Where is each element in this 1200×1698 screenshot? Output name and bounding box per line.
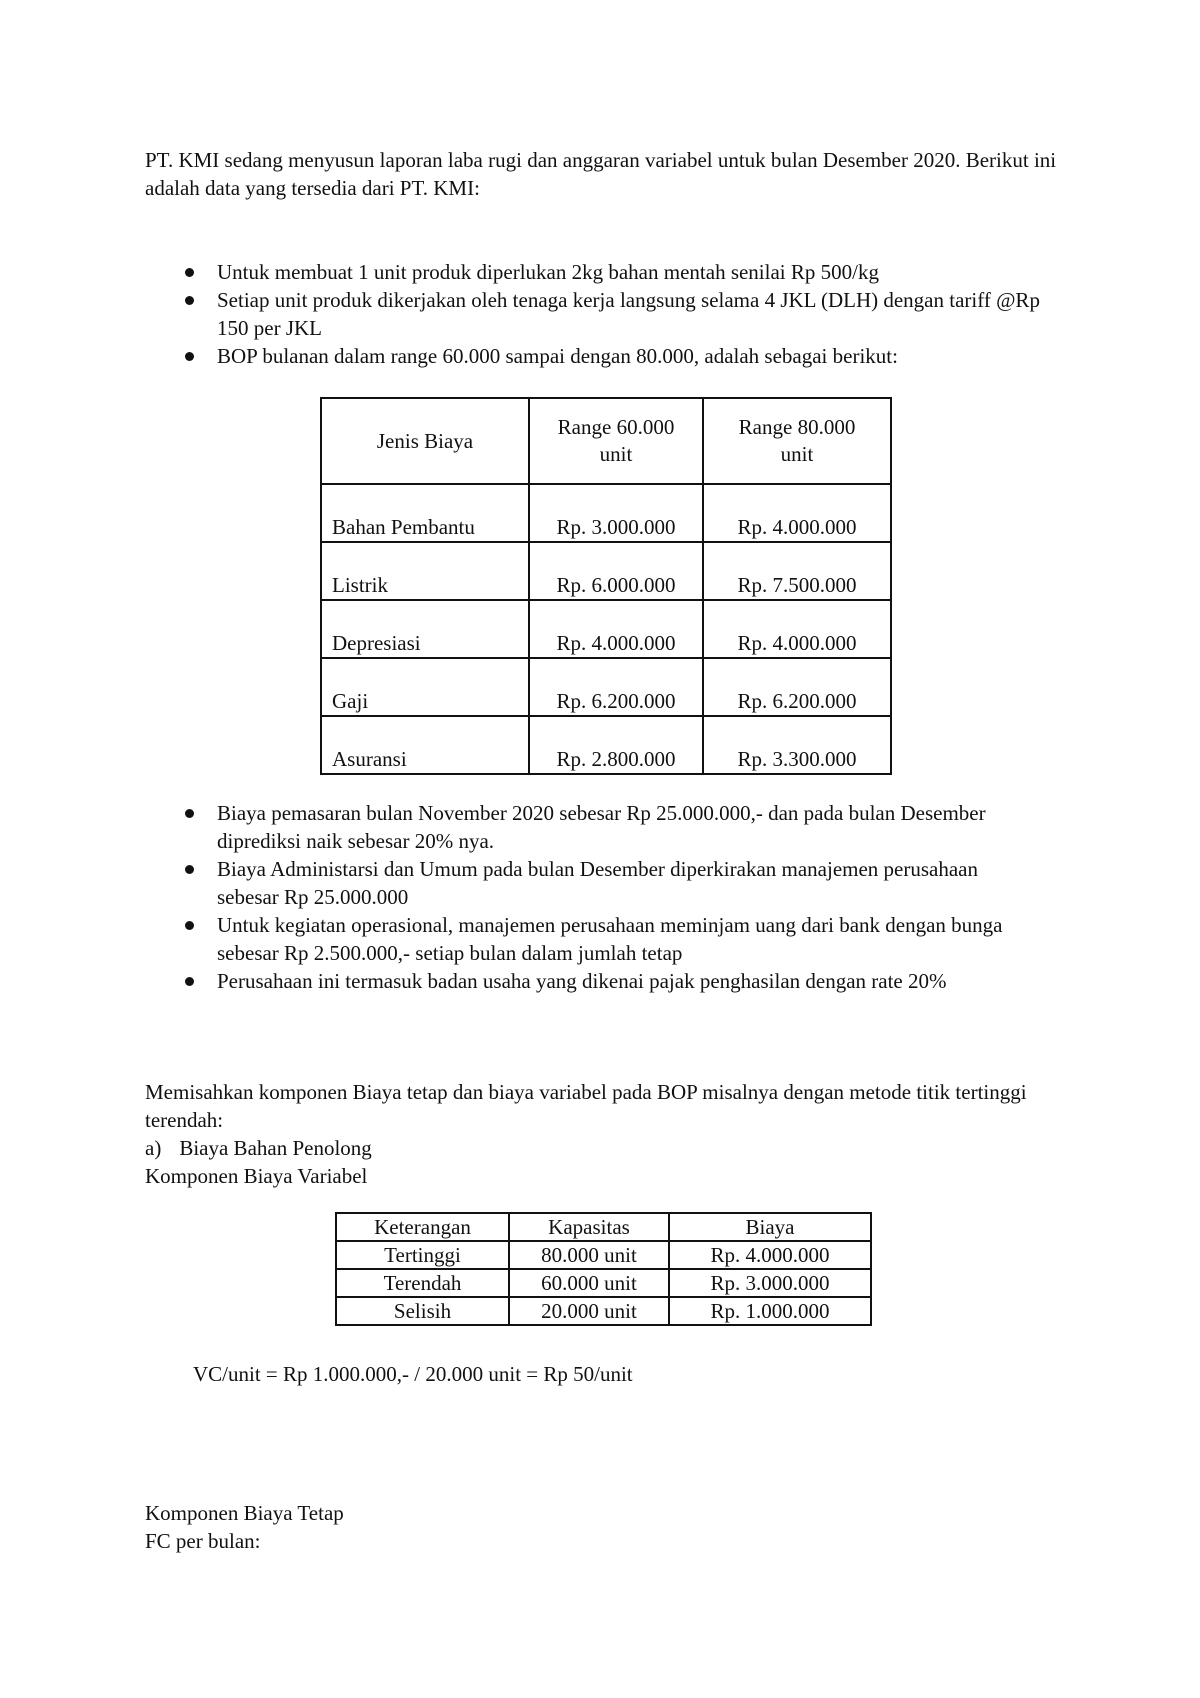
method-paragraph: Memisahkan komponen Biaya tetap dan biaya variabel pada BOP misalnya dengan metode titik tertinggi terendah: [145,1080,1027,1132]
table-row [321,484,891,542]
table-cell: Asuransi [321,716,529,774]
list-item: Perusahaan ini termasuk badan usaha yang dikenai pajak penghasilan dengan rate 20% [185,967,1045,995]
list-item: Biaya pemasaran bulan November 2020 sebesar Rp 25.000.000,- dan pada bulan Desember diprediksi naik sebesar 20% nya. [185,799,1045,855]
list-item: Untuk membuat 1 unit produk diperlukan 2kg bahan mentah senilai Rp 500/kg [185,258,1045,286]
bullet-list-bottom [185,799,1045,995]
table-cell: 80.000 unit [509,1241,669,1269]
table-header-cell: Jenis Biaya [321,398,529,484]
table-cell: Rp. 1.000.000 [669,1297,871,1325]
bullet-icon [185,809,194,818]
table-cell: Bahan Pembantu [321,484,529,542]
vc-formula: VC/unit = Rp 1.000.000,- / 20.000 unit = Rp 50/unit [193,1362,633,1386]
table-cell: Rp. 7.500.000 [703,542,891,600]
item-a-label: a) [145,1136,162,1160]
table-row [321,658,891,716]
table-cell: Rp. 4.000.000 [703,600,891,658]
table-cell: Rp. 4.000.000 [669,1241,871,1269]
table-cell: Rp. 4.000.000 [529,600,703,658]
table-cell: Rp. 3.300.000 [703,716,891,774]
list-item: Setiap unit produk dikerjakan oleh tenaga kerja langsung selama 4 JKL (DLH) dengan tariff @Rp 150 per JKL [185,286,1045,342]
bullet-icon [185,977,194,986]
table-cell: Rp. 6.200.000 [529,658,703,716]
table-header-cell: Range 60.000 unit [529,398,703,484]
intro-paragraph: PT. KMI sedang menyusun laporan laba rugi dan anggaran variabel untuk bulan Desember 2020. Berikut ini adalah data yang tersedia dari PT. KMI: [145,148,1057,200]
table-cell: Listrik [321,542,529,600]
table-row [336,1241,871,1269]
bullet-icon [185,268,194,277]
table-cell: Rp. 6.000.000 [529,542,703,600]
table-cell: Tertinggi [336,1241,509,1269]
table-header-row [336,1213,871,1241]
table-header-row [321,398,891,484]
table-header-cell: Keterangan [336,1213,509,1241]
bullet-list-top [185,258,1045,370]
table-cell: Depresiasi [321,600,529,658]
table-header-cell: Kapasitas [509,1213,669,1241]
table-cell: Terendah [336,1269,509,1297]
table-cell: Rp. 2.800.000 [529,716,703,774]
bop-table [320,397,892,775]
item-a-text: Biaya Bahan Penolong [179,1136,372,1160]
table-cell: Rp. 6.200.000 [703,658,891,716]
bullet-icon [185,296,194,305]
fixed-heading: Komponen Biaya Tetap [145,1501,344,1525]
table-cell: 60.000 unit [509,1269,669,1297]
list-item: Untuk kegiatan operasional, manajemen perusahaan meminjam uang dari bank dengan bunga sebesar Rp 2.500.000,- setiap bulan dalam jumlah tetap [185,911,1045,967]
table-cell: Rp. 3.000.000 [669,1269,871,1297]
table-cell: Rp. 4.000.000 [703,484,891,542]
high-low-table [335,1212,872,1326]
table-row [321,600,891,658]
item-a [145,1134,372,1162]
bullet-icon [185,921,194,930]
table-row [321,716,891,774]
table-cell: Rp. 3.000.000 [529,484,703,542]
list-item: BOP bulanan dalam range 60.000 sampai dengan 80.000, adalah sebagai berikut: [185,342,1045,370]
table-cell: 20.000 unit [509,1297,669,1325]
table-cell: Selisih [336,1297,509,1325]
table-header-cell: Range 80.000 unit [703,398,891,484]
table-cell: Gaji [321,658,529,716]
fc-label: FC per bulan: [145,1529,261,1553]
bullet-icon [185,865,194,874]
list-item: Biaya Administarsi dan Umum pada bulan Desember diperkirakan manajemen perusahaan sebesar Rp 25.000.000 [185,855,1045,911]
bullet-icon [185,352,194,361]
table-row [336,1297,871,1325]
table-header-cell: Biaya [669,1213,871,1241]
variable-heading: Komponen Biaya Variabel [145,1164,368,1188]
table-row [336,1269,871,1297]
table-row [321,542,891,600]
